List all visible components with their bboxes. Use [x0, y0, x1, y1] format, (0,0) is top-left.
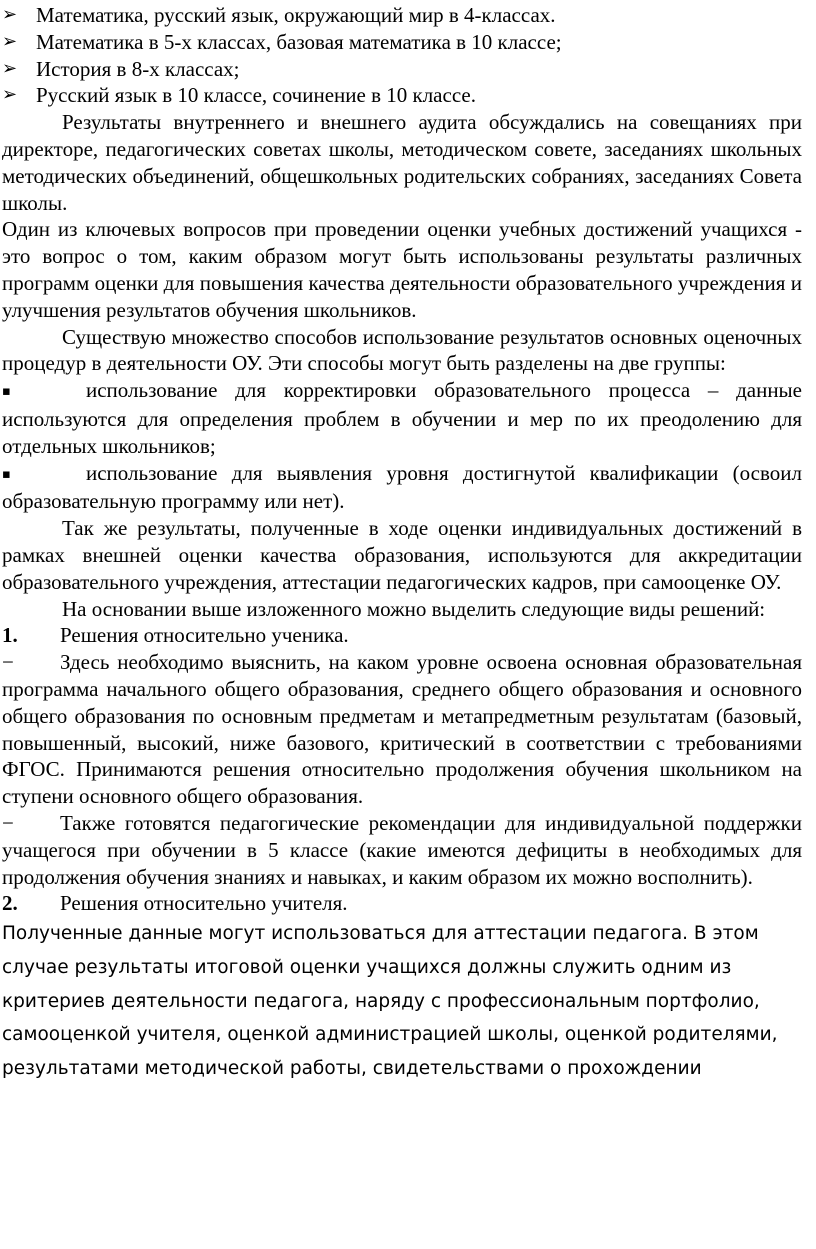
dash-item-text: Здесь необходимо выяснить, на каком уровне освоена основная образовательная программа начального общего образования, среднего общего образования и основного общего образования по основным предметам и метапредметным результатам (базовый, повышенный, высокий, ниже базового, критический в соответствии с требованиями ФГОС. Принимаются решения относительно продолжения обучения школьником на ступени основного общего образования. [2, 650, 802, 809]
arrow-bullet-icon: ➢ [2, 84, 18, 106]
square-bullet-item [2, 460, 802, 516]
paragraph-teacher: Полученные данные могут использоваться для аттестации педагога. В этом случае результаты итоговой оценки учащихся должны служить одним из критериев деятельности педагога, наряду с профессиональным портфолио, самооценкой учителя, оценкой администрацией школы, оценкой родителями, результатами методической работы, свидетельствами о прохождении [2, 923, 778, 1080]
paragraph-also: Так же результаты, полученные в ходе оценки индивидуальных достижений в рамках внешней оценки качества образования, используются для аккредитации образовательного учреждения, аттестации педагогических кадров, при самооценке ОУ. [2, 516, 802, 594]
arrow-list-item [2, 82, 802, 109]
arrow-list-text: Математика в 5-х классах, базовая математика в 10 классе; [36, 29, 562, 54]
paragraph-key-question: Один из ключевых вопросов при проведении оценки учебных достижений учащихся - это вопрос о том, каким образом могут быть использованы результаты различных программ оценки для повышения качества деятельности образовательного учреждения и улучшения результатов обучения школьников. [2, 217, 802, 322]
dash-item [2, 810, 802, 890]
section-heading-student [2, 622, 802, 649]
arrow-bullet-icon: ➢ [2, 57, 18, 79]
document-body [2, 0, 802, 917]
dash-item-text: Также готовятся педагогические рекомендации для индивидуальной поддержки учащегося при обучении в 5 классе (какие имеются дефициты в необходимых для продолжения обучения знаниях и навыках, и каким образом их можно восполнить). [2, 810, 802, 889]
arrow-list-item [2, 2, 802, 29]
square-bullet-text: использование для выявления уровня достигнутой квалификации (освоил образовательную программу или нет). [2, 460, 802, 514]
arrow-list-item [2, 56, 802, 83]
section-number: 2. [2, 891, 18, 916]
paragraph-audit: Результаты внутреннего и внешнего аудита обсуждались на совещаниях при директоре, педагогических советах школы, методическом совете, заседаниях школьных методических объединений, общешкольных родительских собраниях, заседаниях Совета школы. [2, 110, 802, 215]
section-title: Решения относительно ученика. [60, 623, 349, 648]
section-title: Решения относительно учителя. [60, 891, 348, 916]
arrow-bullet-icon: ➢ [2, 30, 18, 52]
arrow-list-item [2, 29, 802, 56]
dash-bullet-icon: − [2, 810, 14, 835]
square-bullet-icon: ▪ [2, 384, 11, 400]
arrow-list-text: История в 8-х классах; [36, 56, 240, 81]
square-bullet-item [2, 377, 802, 459]
arrow-list-text: Русский язык в 10 классе, сочинение в 10 классе. [36, 83, 476, 108]
paragraph-teacher-block [2, 917, 802, 1086]
arrow-bullet-icon: ➢ [2, 4, 18, 25]
paragraph-based: На основании выше изложенного можно выделить следующие виды решений: [62, 596, 766, 621]
arrow-list-text: Математика, русский язык, окружающий мир в 4-классах. [36, 3, 556, 27]
section-number: 1. [2, 623, 18, 648]
paragraph-methods: Существую множество способов использование результатов основных оценочных процедур в деятельности ОУ. Эти способы могут быть разделены на две группы: [2, 324, 802, 376]
square-bullet-icon: ▪ [2, 466, 11, 482]
dash-bullet-icon: − [2, 650, 14, 675]
square-bullet-text: использование для корректировки образовательного процесса – данные используются для определения проблем в обучении и мер по их преодолению для отдельных школьников; [2, 378, 802, 458]
dash-item [2, 649, 802, 810]
section-heading-teacher [2, 890, 802, 917]
